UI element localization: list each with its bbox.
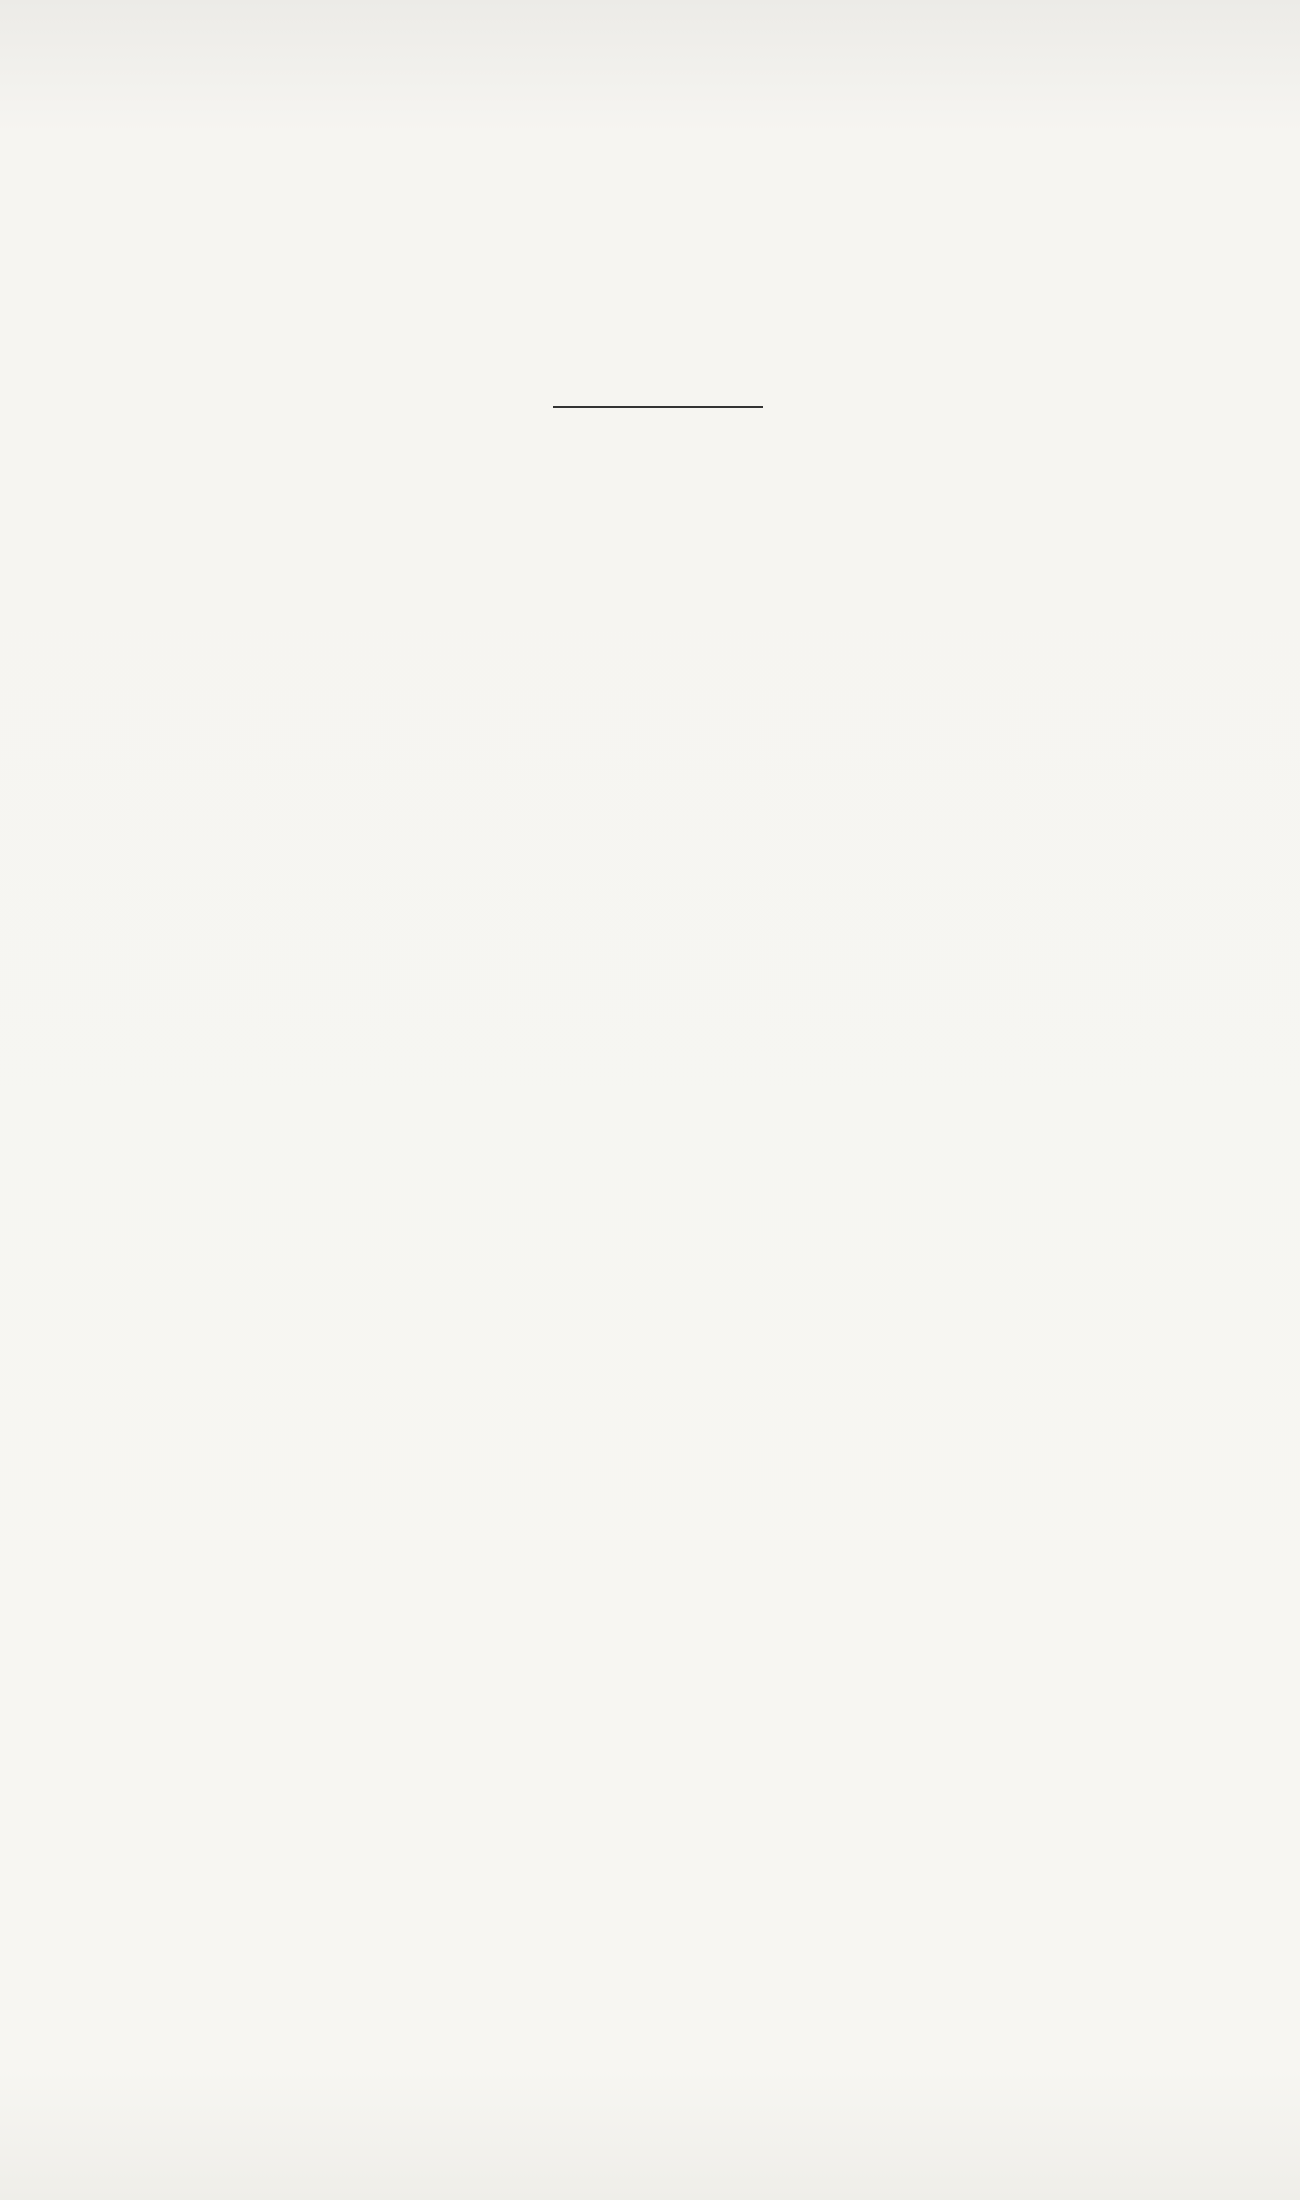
section-divider: [553, 406, 763, 408]
page-header: [120, 140, 1200, 190]
section-heading-wrap: [120, 458, 1200, 503]
section-heading: [120, 458, 1200, 503]
